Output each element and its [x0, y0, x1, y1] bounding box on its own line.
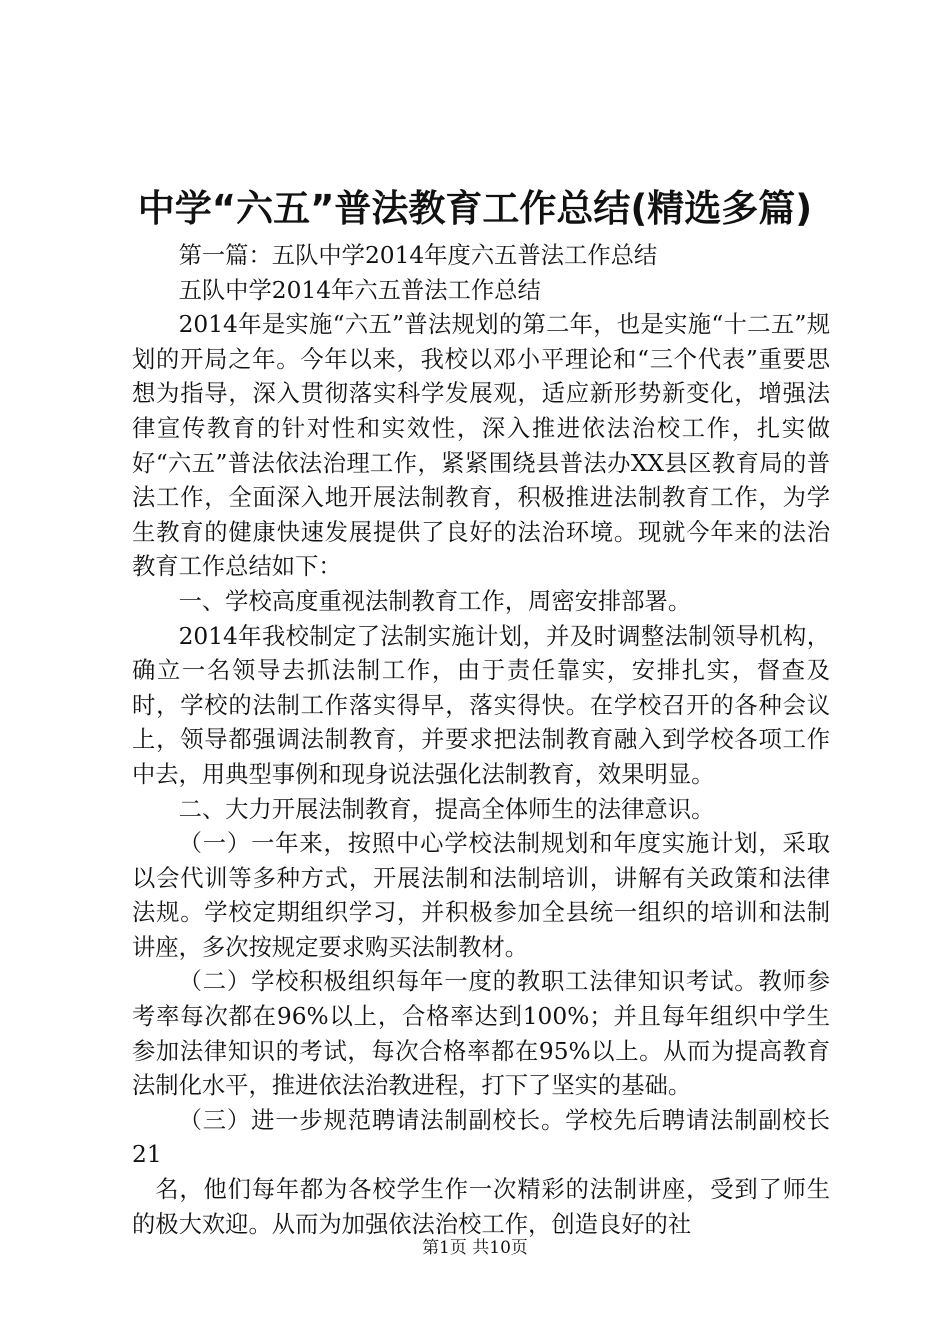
paragraph: （三）进一步规范聘请法制副校长。学校先后聘请法制副校长21 — [132, 1106, 830, 1169]
document-body — [132, 239, 830, 1242]
page-number: 第1页 共10页 — [422, 1238, 528, 1258]
subheading: 五队中学2014年六五普法工作总结 — [178, 276, 541, 304]
paragraph: 二、大力开展法制教育，提高全体师生的法律意识。 — [178, 795, 715, 823]
paragraph: （二）学校积极组织每年一度的教职工法律知识考试。教师参考率每次都在96%以上，合格率达到100%；并且每年组织中学生参加法律知识的考试，每次合格率都在95%以上。从而为提高教育法制化水平，推进依法治教进程，打下了坚实的基础。 — [132, 968, 830, 1100]
paragraph: 一、学校高度重视法制教育工作，周密安排部署。 — [178, 587, 692, 615]
document-title: 中学“六五”普法教育工作总结(精选多篇) — [137, 187, 813, 230]
paragraph: 名，他们每年都为各校学生作一次精彩的法制讲座，受到了师生的极大欢迎。从而为加强依法治校工作，创造良好的社 — [132, 1176, 830, 1238]
paragraph: 2014年我校制定了法制实施计划，并及时调整法制领导机构，确立一名领导去抓法制工作，由于责任靠实，安排扎实，督查及时，学校的法制工作落实得早，落实得快。在学校召开的各种会议上，领导都强调法制教育，并要求把法制教育融入到学校各项工作中去，用典型事例和现身说法强化法制教育，效果明显。 — [132, 622, 830, 788]
paragraph: 2014年是实施“六五”普法规划的第二年，也是实施“十二五”规划的开局之年。今年以来，我校以邓小平理论和“三个代表”重要思想为指导，深入贯彻落实科学发展观，适应新形势新变化，增强法律宣传教育的针对性和实效性，深入推进依法治校工作，扎实做好“六五”普法依法治理工作，紧紧围绕县普法办XX县区教育局的普法工作，全面深入地开展法制教育，积极推进法制教育工作，为学生教育的健康快速发展提供了良好的法治环境。现就今年来的法治教育工作总结如下： — [132, 311, 830, 581]
paragraph: （一）一年来，按照中心学校法制规划和年度实施计划，采取以会代训等多种方式，开展法制和法制培训，讲解有关政策和法律法规。学校定期组织学习，并积极参加全县统一组织的培训和法制讲座，多次按规定要求购买法制教材。 — [132, 830, 830, 961]
section-heading: 第一篇：五队中学2014年度六五普法工作总结 — [178, 242, 658, 269]
